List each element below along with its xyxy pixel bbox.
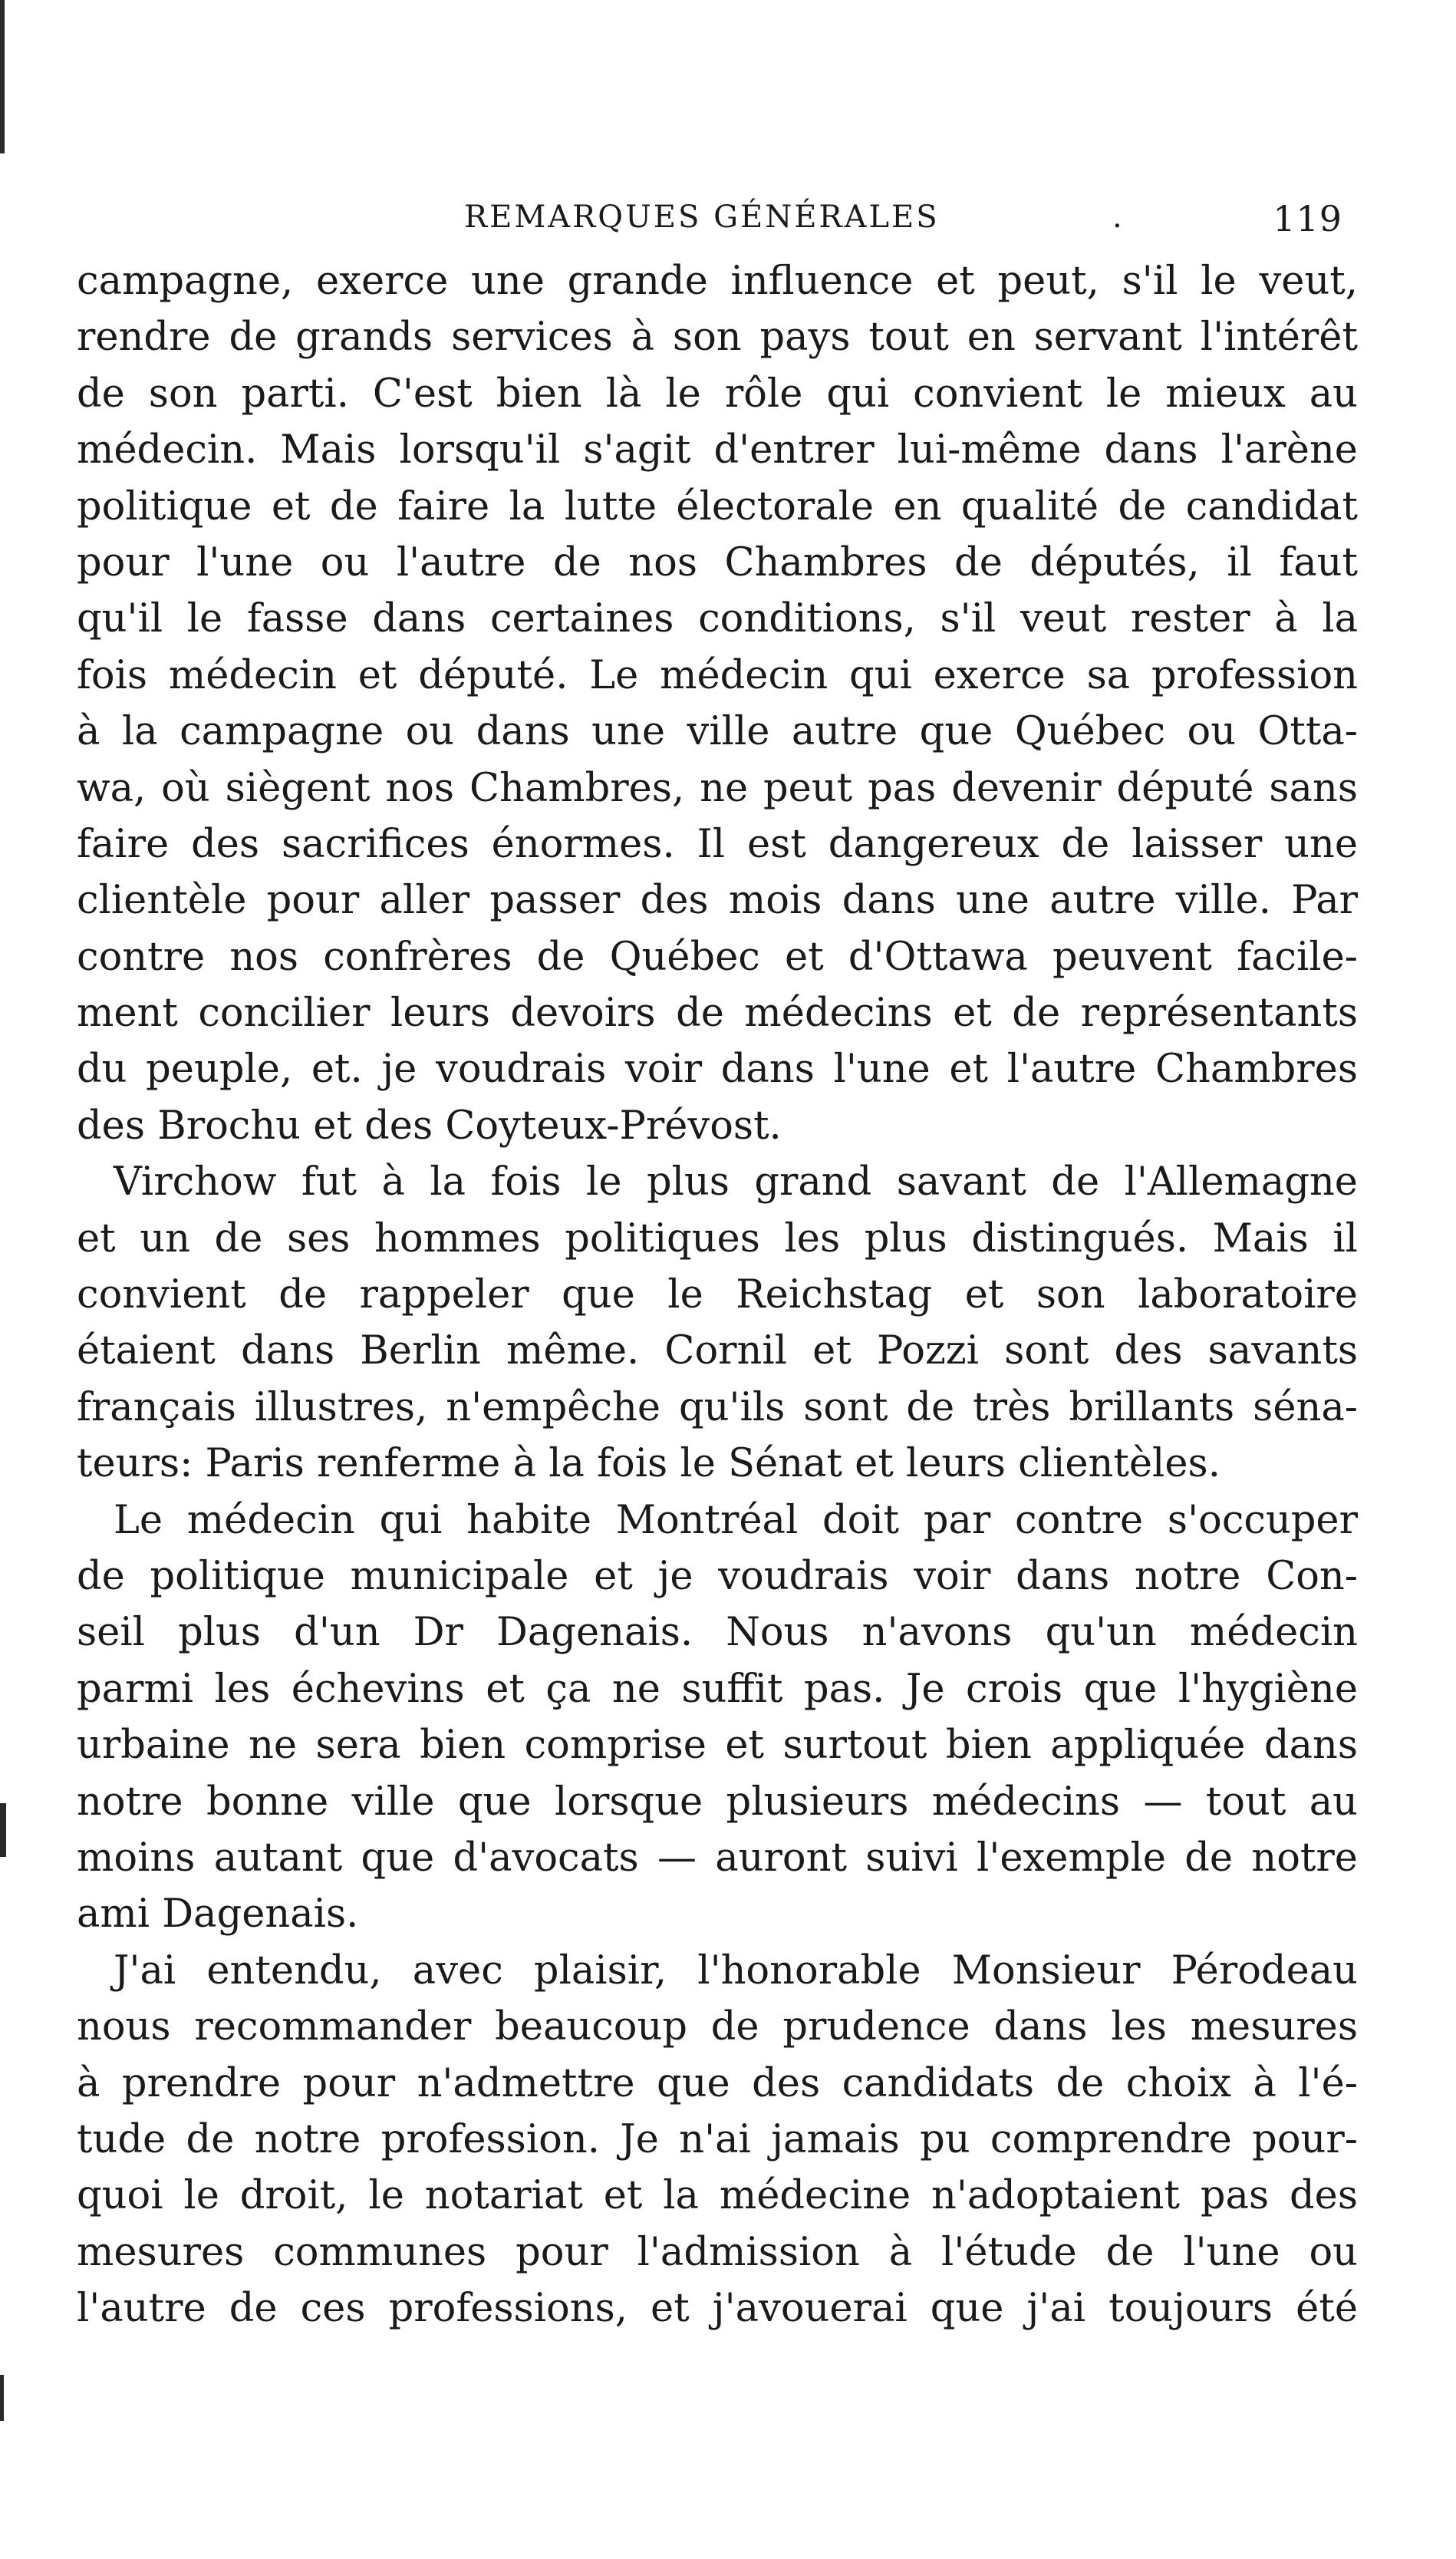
text-line: à la campagne ou dans une ville autre que Québec ou Otta-: [77, 709, 1358, 755]
text-line: teurs: Paris renferme à la fois le Sénat et leurs clientèles.: [77, 1441, 1220, 1487]
paragraph: [77, 1943, 1358, 2337]
text-line: contre nos confrères de Québec et d'Ottawa peuvent facile-: [77, 934, 1358, 980]
text-line: ment concilier leurs devoirs de médecins et de représentants: [77, 991, 1358, 1037]
body-text: [77, 253, 1358, 2336]
scan-edge-mark: [0, 2375, 4, 2421]
running-head-dot: .: [1112, 200, 1125, 235]
text-line: urbaine ne sera bien comprise et surtout bien appliquée dans: [77, 1723, 1358, 1769]
text-line: l'autre de ces professions, et j'avouerai que j'ai toujours été: [77, 2286, 1358, 2332]
text-line: campagne, exerce une grande influence et peut, s'il le veut,: [77, 259, 1358, 304]
text-line: notre bonne ville que lorsque plusieurs médecins — tout au: [77, 1779, 1358, 1825]
text-line: de politique municipale et je voudrais voir dans notre Con-: [77, 1553, 1358, 1599]
text-line: fois médecin et député. Le médecin qui exerce sa profession: [77, 652, 1358, 698]
scan-edge-mark: [0, 0, 5, 153]
book-page: [77, 192, 1358, 2336]
text-line: quoi le droit, le notariat et la médecine n'adoptaient pas des: [77, 2173, 1358, 2219]
text-line: qu'il le fasse dans certaines conditions, s'il veut rester à la: [77, 596, 1358, 642]
text-line: wa, où siègent nos Chambres, ne peut pas devenir député sans: [77, 765, 1358, 811]
text-line: Virchow fut à la fois le plus grand savant de l'Allemagne: [114, 1159, 1358, 1205]
text-line: français illustres, n'empêche qu'ils sont de très brillants séna-: [77, 1384, 1358, 1430]
text-line: mesures communes pour l'admission à l'étude de l'une ou: [77, 2229, 1358, 2275]
text-line: politique et de faire la lutte électorale en qualité de candidat: [77, 483, 1358, 529]
text-line: médecin. Mais lorsqu'il s'agit d'entrer lui-même dans l'arène: [77, 427, 1358, 473]
page-number: 119: [1273, 198, 1342, 239]
text-line: clientèle pour aller passer des mois dans une autre ville. Par: [77, 878, 1358, 924]
text-line: moins autant que d'avocats — auront suivi l'exemple de notre: [77, 1835, 1358, 1881]
paragraph: [77, 1492, 1358, 1943]
text-line: et un de ses hommes politiques les plus distingués. Mais il: [77, 1215, 1358, 1261]
text-line: nous recommander beaucoup de prudence dans les mesures: [77, 2004, 1358, 2050]
text-line: pour l'une ou l'autre de nos Chambres de députés, il faut: [77, 539, 1358, 585]
paragraph: [77, 1154, 1358, 1492]
scan-edge-mark: [0, 1803, 6, 1857]
text-line: du peuple, et. je voudrais voir dans l'une et l'autre Chambres: [77, 1047, 1358, 1093]
running-head-title: REMARQUES GÉNÉRALES: [464, 200, 940, 235]
text-line: convient de rappeler que le Reichstag et son laboratoire: [77, 1272, 1358, 1318]
text-line: parmi les échevins et ça ne suffit pas. Je crois que l'hygiène: [77, 1666, 1358, 1712]
text-line: étaient dans Berlin même. Cornil et Pozzi sont des savants: [77, 1328, 1358, 1374]
text-line: J'ai entendu, avec plaisir, l'honorable Monsieur Pérodeau: [114, 1947, 1358, 1993]
text-line: tude de notre profession. Je n'ai jamais pu comprendre pour-: [77, 2116, 1358, 2162]
paragraph: [77, 253, 1358, 1154]
text-line: Le médecin qui habite Montréal doit par contre s'occuper: [114, 1497, 1358, 1543]
text-line: faire des sacrifices énormes. Il est dangereux de laisser une: [77, 821, 1358, 867]
text-line: rendre de grands services à son pays tout en servant l'intérêt: [77, 315, 1358, 361]
text-line: ami Dagenais.: [77, 1891, 359, 1937]
text-line: des Brochu et des Coyteux-Prévost.: [77, 1103, 782, 1149]
text-line: seil plus d'un Dr Dagenais. Nous n'avons qu'un médecin: [77, 1610, 1358, 1656]
text-line: à prendre pour n'admettre que des candidats de choix à l'é-: [77, 2060, 1358, 2106]
running-head: [77, 192, 1358, 246]
text-line: de son parti. C'est bien là le rôle qui convient le mieux au: [77, 371, 1358, 417]
